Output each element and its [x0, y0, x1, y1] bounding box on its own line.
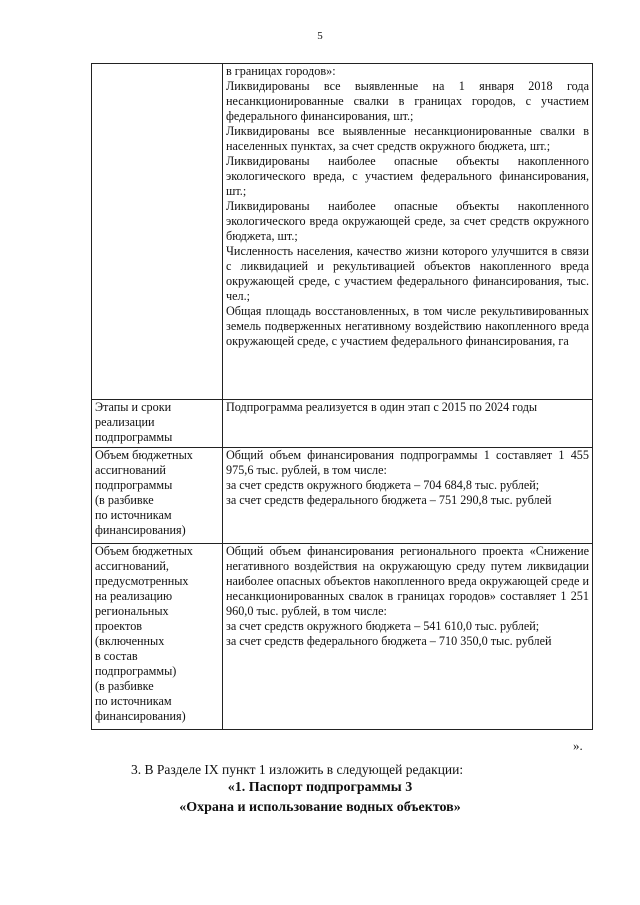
- label-line: предусмотренных: [95, 574, 189, 588]
- label-line: на реализацию: [95, 589, 173, 603]
- label-line: подпрограммы): [95, 664, 177, 678]
- indicator-line: Численность населения, качество жизни которого улучшится в связи с ликвидацией и рекультивацией объектов накопленного вреда окружающей среде, с участием федерального финансирования, тыс. чел.;: [226, 244, 589, 303]
- label-line: (в разбивке: [95, 493, 154, 507]
- amendment-item-3: 3. В Разделе IX пункт 1 изложить в следующей редакции:: [131, 762, 464, 777]
- subprogram-title: «Охрана и использование водных объектов»: [179, 800, 461, 815]
- row2-value-cell: [223, 400, 593, 448]
- label-line: Объем бюджетных: [95, 544, 193, 558]
- table-row: [92, 448, 593, 544]
- label-line: региональных: [95, 604, 169, 618]
- funding-line: Общий объем финансирования подпрограммы 1 составляет 1 455 975,6 тыс. рублей, в том числе:: [226, 448, 589, 477]
- regional-funding-line: за счет средств федерального бюджета – 710 350,0 тыс. рублей: [226, 634, 552, 648]
- row1-label-cell: [92, 64, 223, 400]
- closing-quote: ».: [573, 738, 583, 753]
- label-line: по источникам: [95, 508, 172, 522]
- funding-line: за счет средств федерального бюджета – 751 290,8 тыс. рублей: [226, 493, 552, 507]
- label-line: проектов: [95, 619, 143, 633]
- indicator-line: Общая площадь восстановленных, в том числе рекультивированных земель подверженных негативному воздействию накопленного вреда окружающей среде, с участием федерального финансирования, га: [226, 304, 589, 348]
- label-line: ассигнований: [95, 463, 166, 477]
- funding-line: за счет средств окружного бюджета – 704 684,8 тыс. рублей;: [226, 478, 540, 492]
- indicator-line: Ликвидированы наиболее опасные объекты накопленного экологического вреда окружающей среде, за счет средств окружного бюджета, шт.;: [226, 199, 589, 243]
- label-line: ассигнований,: [95, 559, 169, 573]
- table-row: [92, 64, 593, 400]
- regional-funding-line: за счет средств окружного бюджета – 541 610,0 тыс. рублей;: [226, 619, 540, 633]
- indicator-line: в границах городов»:: [226, 64, 336, 78]
- page-number: 5: [317, 30, 323, 42]
- row3-label-cell: [92, 448, 223, 544]
- passport-heading: «1. Паспорт подпрограммы 3: [227, 780, 413, 795]
- row4-label-cell: [92, 544, 223, 730]
- row3-value-cell: [223, 448, 593, 544]
- label-line: Этапы и сроки: [95, 400, 172, 414]
- label-line: по источникам: [95, 694, 172, 708]
- indicator-line: Ликвидированы все выявленные несанкционированные свалки в населенных пунктах, за счет средств окружного бюджета, шт.;: [226, 124, 589, 153]
- regional-funding-line: Общий объем финансирования регионального проекта «Снижение негативного воздействия на окружающую среду путем ликвидации наиболее опасных объектов накопленного вреда окружающей среде и несанкционированных свалок в границах городов» составляет 1 251 960,0 тыс. рублей, в том числе:: [226, 544, 589, 618]
- row2-label-cell: [92, 400, 223, 448]
- table-row: [92, 400, 593, 448]
- label-line: в состав: [95, 649, 138, 663]
- label-line: реализации: [95, 415, 155, 429]
- row1-value-cell: [223, 64, 593, 400]
- row4-value-cell: [223, 544, 593, 730]
- table-row: [92, 544, 593, 730]
- indicator-line: Ликвидированы наиболее опасные объекты накопленного экологического вреда, с участием федерального финансирования, шт.;: [226, 154, 589, 198]
- passport-table: [91, 63, 593, 730]
- label-line: финансирования): [95, 709, 186, 723]
- label-line: Объем бюджетных: [95, 448, 193, 462]
- stages-text: Подпрограмма реализуется в один этап с 2015 по 2024 годы: [226, 400, 538, 414]
- label-line: подпрограммы: [95, 478, 173, 492]
- label-line: (в разбивке: [95, 679, 154, 693]
- label-line: (включенных: [95, 634, 165, 648]
- indicator-line: Ликвидированы все выявленные на 1 января 2018 года несанкционированные свалки в границах городов, с участием федерального финансирования, шт.;: [226, 79, 589, 123]
- label-line: финансирования): [95, 523, 186, 537]
- label-line: подпрограммы: [95, 430, 173, 444]
